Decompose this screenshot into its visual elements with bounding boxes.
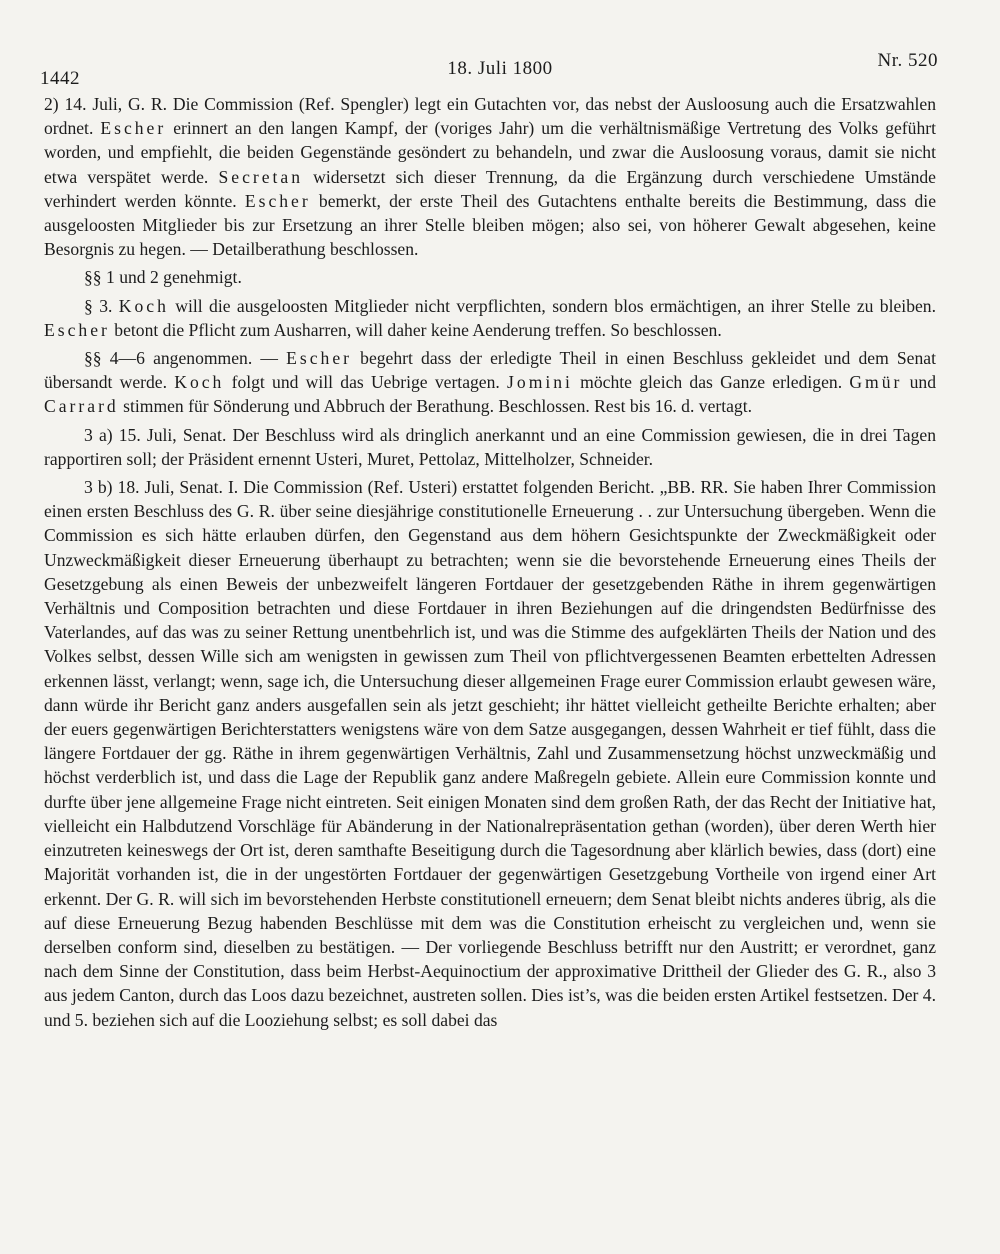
paragraph (44, 294, 936, 342)
speaker-name: Escher (100, 118, 167, 139)
text-segment: betont die Pflicht zum Ausharren, will daher keine Aenderung treffen. So beschlossen. (109, 319, 722, 340)
speaker-name: Secretan (218, 166, 304, 187)
speaker-name: Escher (44, 319, 110, 340)
page-number: 1442 (40, 68, 80, 89)
paragraph (44, 265, 936, 289)
paragraph (44, 423, 936, 471)
paragraph (44, 346, 936, 419)
text-segment: § 3. (84, 295, 119, 316)
text-segment: 3 b) 18. Juli, Senat. I. Die Commission (Ref. Usteri) erstattet folgenden Bericht. „BB. RR. Sie haben Ihrer Commission einen ersten Beschluss des G. R. über seine diesjährige constitutionelle Erneuerung . . zur Untersuchung übergeben. Wenn die Commission es sich hätte erlauben dürfen, den Gegenstand aus dem höhern Gesichtspunkte der Zweckmäßigkeit oder Unzweckmäßigkeit dieser Erneuerung überhaupt zu betrachten; wenn sie die bevorstehende Erneuerung eines Theils der Gesetzgebung als einen Beweis der unbezweifelt längeren Fortdauer der gesetzgebenden Räthe in ihrem gegenwärtigen Verhältnis und Composition betrachten und diese Fortdauer in ihren Beziehungen auf die dringendsten Bedürfnisse des Vaterlandes, auf das was zu seiner Rettung unentbehrlich ist, und was die Stimme des aufgeklärten Theils der Nation und des Volkes selbst, dessen Wille sich am wenigsten in gewissen zum Theil von pflichtvergessenen Beamten erbettelten Adressen erkennen lässt, verlangt; wenn, sage ich, die Untersuchung dieser allgemeinen Frage eurer Commission erlaubt gewesen wäre, dann würde ihr Bericht ganz anders ausgefallen sein als jetzt geschieht; ihr hättet vielleicht getheilte Berichte erhalten; aber der euers gegenwärtigen Berichterstatters wenigstens wäre von dem Satze ausgegangen, dessen Wahrheit er tief fühlt, dass die längere Fortdauer der gg. Räthe in ihrem gegenwärtigen Verhältnis, Zahl und Zusammensetzung höchst unzweckmäßig und höchst verderblich ist, und dass die Lage der Republik ganz andere Maßregeln gebiete. Allein eure Commission konnte und durfte über jene allgemeine Frage nicht eintreten. Seit einigen Monaten sind dem großen Rath, der das Recht der Initiative hat, vielleicht ein Halbdutzend Vorschläge für Abänderung in der Nationalrepräsentation gethan (worden), über deren Werth hier einzutreten keineswegs der Ort ist, deren samthafte Beseitigung durch die Tagesordnung aber klärlich bewies, dass (dort) eine Majorität vorhanden ist, die in der ungestörten Fortdauer der gegenwärtigen Gesetzgebung Vortheile von irgend einer Art erkennt. Der G. R. will sich im bevorstehenden Herbste constitutionell erneuern; dem Senat bleibt nichts anderes übrig, als die auf diese Erneuerung Bezug habenden Beschlüsse mit dem was die Constitution erheischt zu vergleichen und, wenn sie derselben conform sind, dieselben zu bestätigen. — Der vorliegende Beschluss betrifft nur den Austritt; er verordnet, ganz nach dem Sinne der Constitution, dass beim Herbst-Aequinoctium der approximative Drittheil der Glieder des G. R., also 3 aus jedem Canton, durch das Loos dazu bezeichnet, austreten sollen. Dies ist’s, was die beiden ersten Artikel festsetzen. Der 4. und 5. beziehen sich auf die Looziehung selbst; es soll dabei das (44, 477, 936, 1030)
text-segment: §§ 1 und 2 genehmigt. (84, 267, 242, 288)
text-segment: und (902, 372, 937, 393)
text-segment: folgt und will das Uebrige vertagen. (224, 372, 508, 393)
text-segment: widersetzt sich dieser Trennung, da die Ergänzung durch verschiedene Umstände verhindert werden könnte. (44, 166, 936, 211)
document-number: Nr. 520 (877, 50, 938, 71)
text-segment: 3 a) 15. Juli, Senat. Der Beschluss wird als dringlich anerkannt und an eine Commission gewiesen, die in drei Tagen rapportiren soll; der Präsident ernennt Usteri, Muret, Pettolaz, Mittelholzer, Schneider. (44, 424, 936, 469)
speaker-name: Escher (286, 348, 352, 369)
speaker-name: Jomini (507, 372, 573, 393)
running-date: 18. Juli 1800 (447, 58, 553, 79)
speaker-name: Koch (174, 372, 225, 393)
text-segment: stimmen für Sönderung und Abbruch der Berathung. Beschlossen. Rest bis 16. d. vertagt. (118, 396, 753, 417)
text-segment: erinnert an den langen Kampf, der (voriges Jahr) um die verhältnismäßige Vertretung des Volks geführt worden, und empfiehlt, die beiden Gegenstände gesöndert zu behandeln, und zwar die Ausloosung voraus, damit sie nicht etwa verspätet werde. (44, 118, 936, 187)
text-segment: begehrt dass der erledigte Theil in einen Beschluss gekleidet und dem Senat übersandt werde. (44, 348, 936, 393)
text-segment: will die ausgeloosten Mitglieder nicht verpflichten, sondern blos ermächtigen, an ihrer Stelle zu bleiben. (168, 295, 936, 316)
document-body (44, 92, 936, 1036)
text-segment: bemerkt, der erste Theil des Gutachtens enthalte bereits die Bestimmung, dass die ausgeloosten Mitglieder bis zur Ersetzung an ihrer Stelle bleiben mögen; also sei, von höherer Gewalt abgesehen, keine Besorgnis zu hegen. — Detailberathung beschlossen. (44, 190, 937, 260)
text-segment: 2) 14. Juli, G. R. Die Commission (Ref. Spengler) legt ein Gutachten vor, das nebst der Ausloosung auch die Ersatzwahlen ordnet. (44, 94, 936, 139)
speaker-name: Gmür (849, 372, 903, 393)
text-segment: möchte gleich das Ganze erledigen. (572, 372, 850, 393)
speaker-name: Koch (118, 295, 169, 316)
paragraph (44, 475, 936, 1032)
speaker-name: Escher (244, 190, 311, 211)
text-segment: §§ 4—6 angenommen. — (84, 348, 287, 369)
speaker-name: Carrard (44, 396, 119, 417)
paragraph (44, 92, 936, 261)
